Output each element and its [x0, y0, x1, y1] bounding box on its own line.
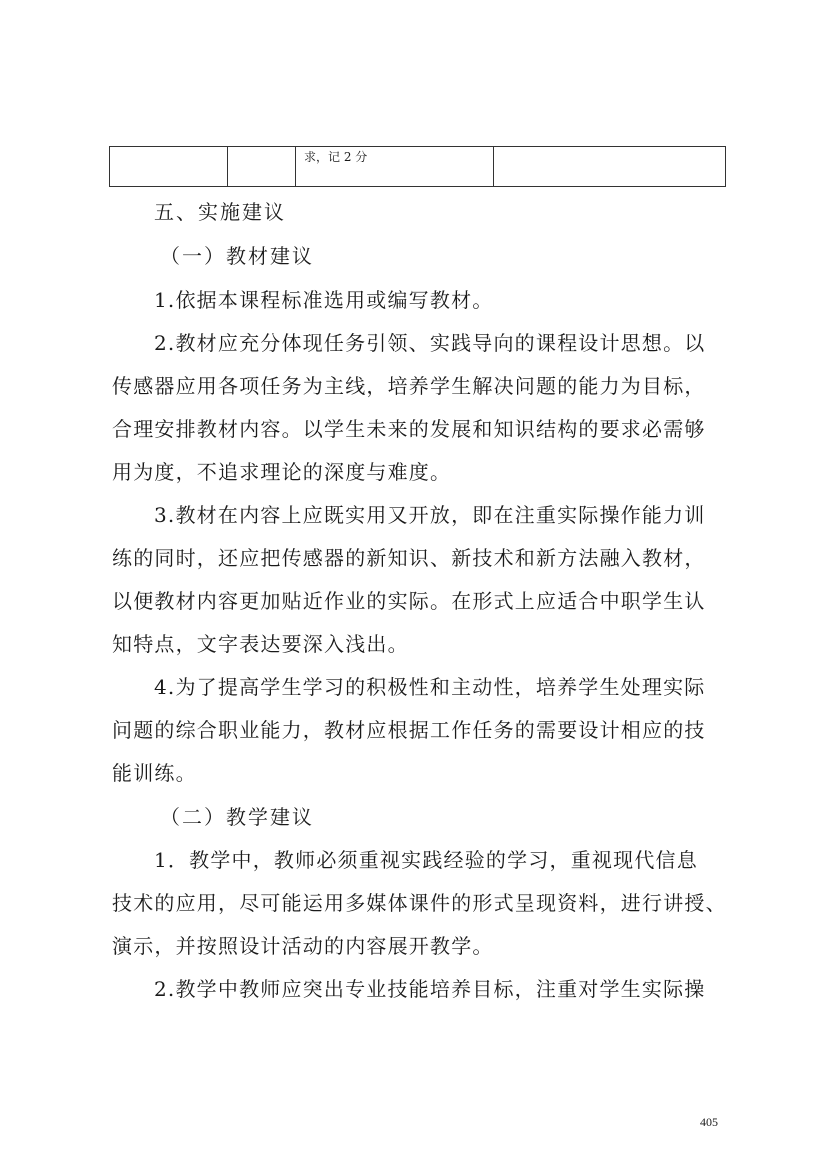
- table-cell: 求，记 2 分: [296, 147, 494, 187]
- section-title: 五、实施建议: [154, 200, 286, 224]
- paragraph-line: 3.教材在内容上应既实用又开放，即在注重实际操作能力训: [154, 503, 706, 527]
- subsection-title: （一）教材建议: [160, 244, 314, 268]
- paragraph-line: 传感器应用各项任务为主线，培养学生解决问题的能力为目标，: [112, 374, 706, 398]
- evaluation-table-fragment: [109, 146, 726, 187]
- subsection-title: （二）教学建议: [160, 805, 314, 829]
- paragraph-line: 合理安排教材内容。以学生未来的发展和知识结构的要求必需够: [112, 417, 706, 441]
- paragraph-line: 演示，并按照设计活动的内容展开教学。: [112, 934, 494, 958]
- table-cell: [228, 147, 296, 187]
- paragraph-line: 1.依据本课程标准选用或编写教材。: [154, 288, 494, 312]
- paragraph-line: 问题的综合职业能力，教材应根据工作任务的需要设计相应的技: [112, 718, 706, 742]
- paragraph-line: 能训练。: [112, 761, 197, 785]
- paragraph-line: 练的同时，还应把传感器的新知识、新技术和新方法融入教材，: [112, 546, 706, 570]
- paragraph-line: 2.教学中教师应突出专业技能培养目标，注重对学生实际操: [154, 977, 706, 1001]
- paragraph-line: 4.为了提高学生学习的积极性和主动性，培养学生处理实际: [154, 675, 706, 699]
- paragraph-line: 2.教材应充分体现任务引领、实践导向的课程设计思想。以: [154, 331, 706, 355]
- table-cell: [494, 147, 726, 187]
- paragraph-line: 以便教材内容更加贴近作业的实际。在形式上应适合中职学生认: [112, 589, 706, 613]
- table-cell: [110, 147, 228, 187]
- paragraph-line: 1．教学中，教师必须重视实践经验的学习，重视现代信息: [154, 848, 698, 872]
- paragraph-line: 知特点，文字表达要深入浅出。: [112, 632, 409, 656]
- paragraph-line: 用为度，不追求理论的深度与难度。: [112, 460, 452, 484]
- paragraph-line: 技术的应用，尽可能运用多媒体课件的形式呈现资料，进行讲授、: [112, 891, 727, 915]
- table-row: [110, 147, 726, 187]
- page-number: 405: [700, 1115, 718, 1129]
